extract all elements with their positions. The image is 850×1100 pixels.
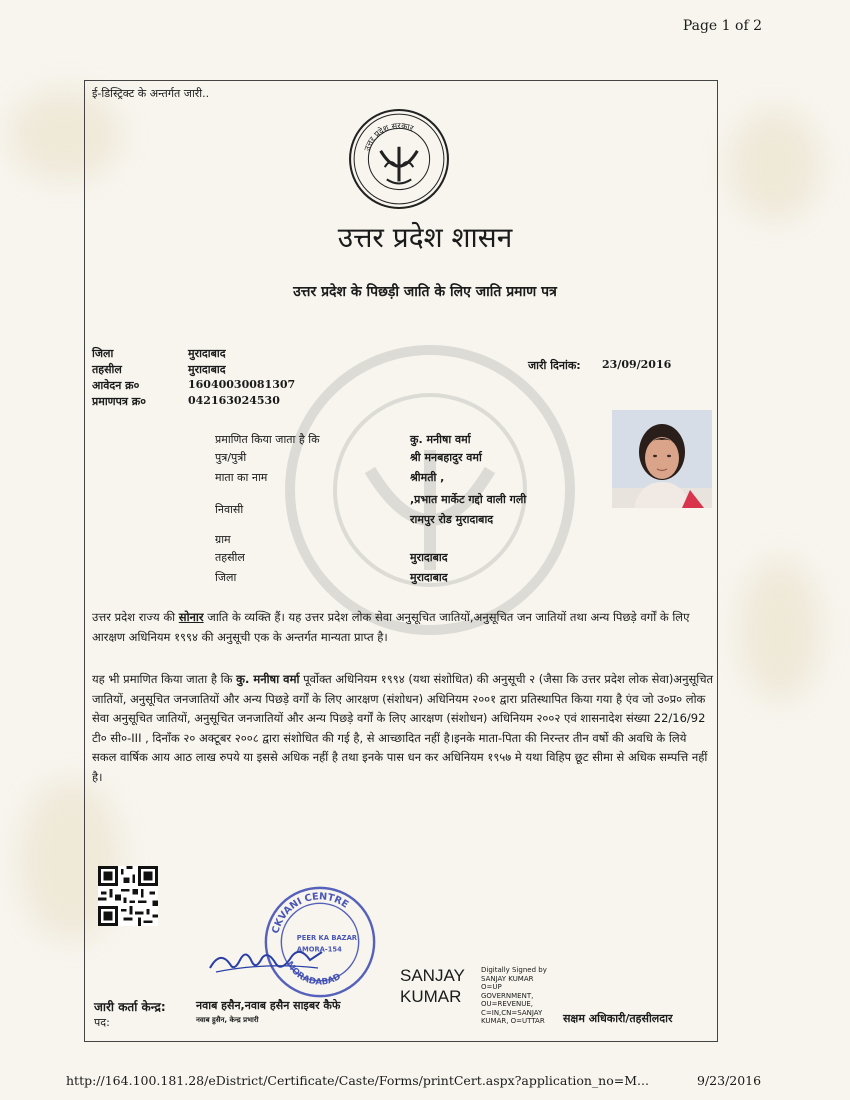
application-label: आवेदन क्र० (92, 379, 140, 392)
dsig-line: SANJAY KUMAR (481, 974, 534, 983)
dsig-line: KUMAR, O=UTTAR (481, 1017, 545, 1025)
qr-code (98, 866, 158, 926)
dsig-line: O=UP (481, 983, 502, 991)
person-tehsil-value: मुरादाबाद (410, 551, 448, 564)
emblem-text: उत्तर प्रदेश सरकार (361, 120, 416, 153)
issue-date-label: जारी दिनांक: (528, 359, 581, 372)
caste-paragraph-intro: उत्तर प्रदेश राज्य की (92, 610, 176, 624)
person-tehsil-label: तहसील (215, 551, 245, 564)
svg-text:CKVANI CENTRE (270, 891, 350, 935)
stamp-line2: AMORA-154 (296, 945, 342, 954)
header-note: ई-डिस्ट्रिक्ट के अन्तर्गत जारी.. (92, 87, 210, 100)
certification-name: कु. मनीषा वर्मा (236, 672, 300, 686)
digital-signature-name (400, 965, 465, 1007)
issuing-center-label: जारी कर्ता केन्द्र: (94, 1000, 166, 1014)
district-value: मुरादाबाद (188, 347, 226, 360)
dsig-line: OU=REVENUE, (481, 1000, 534, 1008)
resident-address-line2: रामपुर रोड मुरादाबाद (410, 513, 494, 526)
child-of-label: पुत्र/पुत्री (215, 451, 247, 464)
footer-date: 9/23/2016 (697, 1073, 762, 1088)
certification-paragraph-intro: यह भी प्रमाणित किया जाता है कि (92, 672, 233, 686)
tehsil-label: तहसील (92, 363, 122, 376)
caste-name: सोनार (178, 610, 204, 624)
certification-paragraph (92, 670, 714, 787)
father-name: श्री मनबहादुर वर्मा (410, 451, 482, 464)
handwritten-signature (206, 942, 326, 978)
caste-paragraph (92, 608, 714, 647)
post-value: नवाब हुसैन, केन्द्र प्रभारी (196, 1016, 259, 1024)
stamp-line1: PEER KA BAZAR (296, 934, 358, 943)
stamp-outer-top: CKVANI CENTRE (270, 891, 351, 935)
footer-url: http://164.100.181.28/eDistrict/Certificate/Caste/Forms/printCert.aspx?application_no=M... (66, 1073, 649, 1088)
dsig-line: Digitally Signed by (481, 966, 547, 974)
caste-paragraph-body: जाति के व्यक्ति हैं। यह उत्तर प्रदेश लोक सेवा अनुसूचित जातियों,अनुसूचित जन जातियों तथा अन्य पिछड़े वर्गों के लिए आरक्षण अधिनियम १९९४ की अनुसूची एक के अन्तर्गत मान्यता प्राप्त है। (92, 610, 690, 644)
district-label: जिला (92, 347, 114, 360)
applicant-photo (612, 410, 712, 508)
resident-label: निवासी (215, 503, 244, 516)
mother-label: माता का नाम (215, 471, 268, 484)
mother-name: श्रीमती , (410, 471, 445, 484)
dsig-line: GOVERNMENT, (481, 991, 534, 1000)
digital-signature-details (481, 966, 561, 1028)
certification-paragraph-body: पूर्वोक्त अधिनियम १९९४ (यथा संशोधित) की अनुसूची २ (जैसा कि उत्तर प्रदेश लोक सेवा)अनुसूचित जातियों, अनुसूचित जनजातियों और अन्य पिछड़े वर्गों के लिए आरक्षण (संशोधन) अधिनियम २००१ द्वारा प्रतिस्थापित किया गया है एंव जो उ०प्र० लोक सेवा अनुसूचित जातियों, अनुसूचित जनजातियों और अन्य पिछड़े वर्गों के लिए आरक्षण (संशोधन) अधिनियम २००२ एवं शासनादेश संख्या 22/16/92 टी० सी०-III , दिनाँक २० अक्टूबर २००८ द्वारा संशोधित की गई है, से आच्छादित नहीं है।इनके माता-पिता की निरन्तर तीन वर्षो की अवधि के लिये सकल वार्षिक आय आठ लाख रुपये या इससे अधिक नहीं है तथा इनके पास धन कर अधिनियम १९५७ मे यथा विहिप छूट सीमा से अधिक सम्पत्ति नहीं है। (92, 672, 714, 784)
government-title: उत्तर प्रदेश शासन (337, 221, 513, 254)
signer-last-name: KUMAR (400, 987, 462, 1006)
issuing-center-value: नवाब हसैन,नवाब हसैन साइबर कैफे (196, 999, 341, 1012)
tehsil-value: मुरादाबाद (188, 363, 226, 376)
watermark-emblem-icon (280, 340, 580, 640)
issue-date: 23/09/2016 (602, 358, 672, 371)
up-emblem-icon (348, 108, 450, 210)
application-number: 16040030081307 (188, 378, 296, 391)
page-number: Page 1 of 2 (682, 18, 762, 34)
certificate-number: 042163024530 (188, 394, 280, 407)
person-district-value: मुरादाबाद (410, 571, 448, 584)
certified-label: प्रमाणित किया जाता है कि (215, 433, 320, 446)
certificate-number-label: प्रमाणपत्र क्र० (92, 395, 146, 408)
post-label: पद: (94, 1016, 110, 1029)
village-label: ग्राम (215, 533, 231, 546)
resident-address-line1: ,प्रभात मार्केट गद्दो वाली गली (410, 493, 527, 506)
person-district-label: जिला (215, 571, 237, 584)
certificate-title: उत्तर प्रदेश के पिछड़ी जाति के लिए जाति प्रमाण पत्र (293, 284, 557, 300)
competent-authority: सक्षम अधिकारी/तहसीलदार (563, 1012, 673, 1025)
stamp-outer-bottom: MORADABAD (283, 959, 343, 988)
signer-first-name: SANJAY (400, 966, 465, 985)
certified-name: कु. मनीषा वर्मा (410, 433, 471, 446)
dsig-line: C=IN,CN=SANJAY (481, 1008, 543, 1017)
